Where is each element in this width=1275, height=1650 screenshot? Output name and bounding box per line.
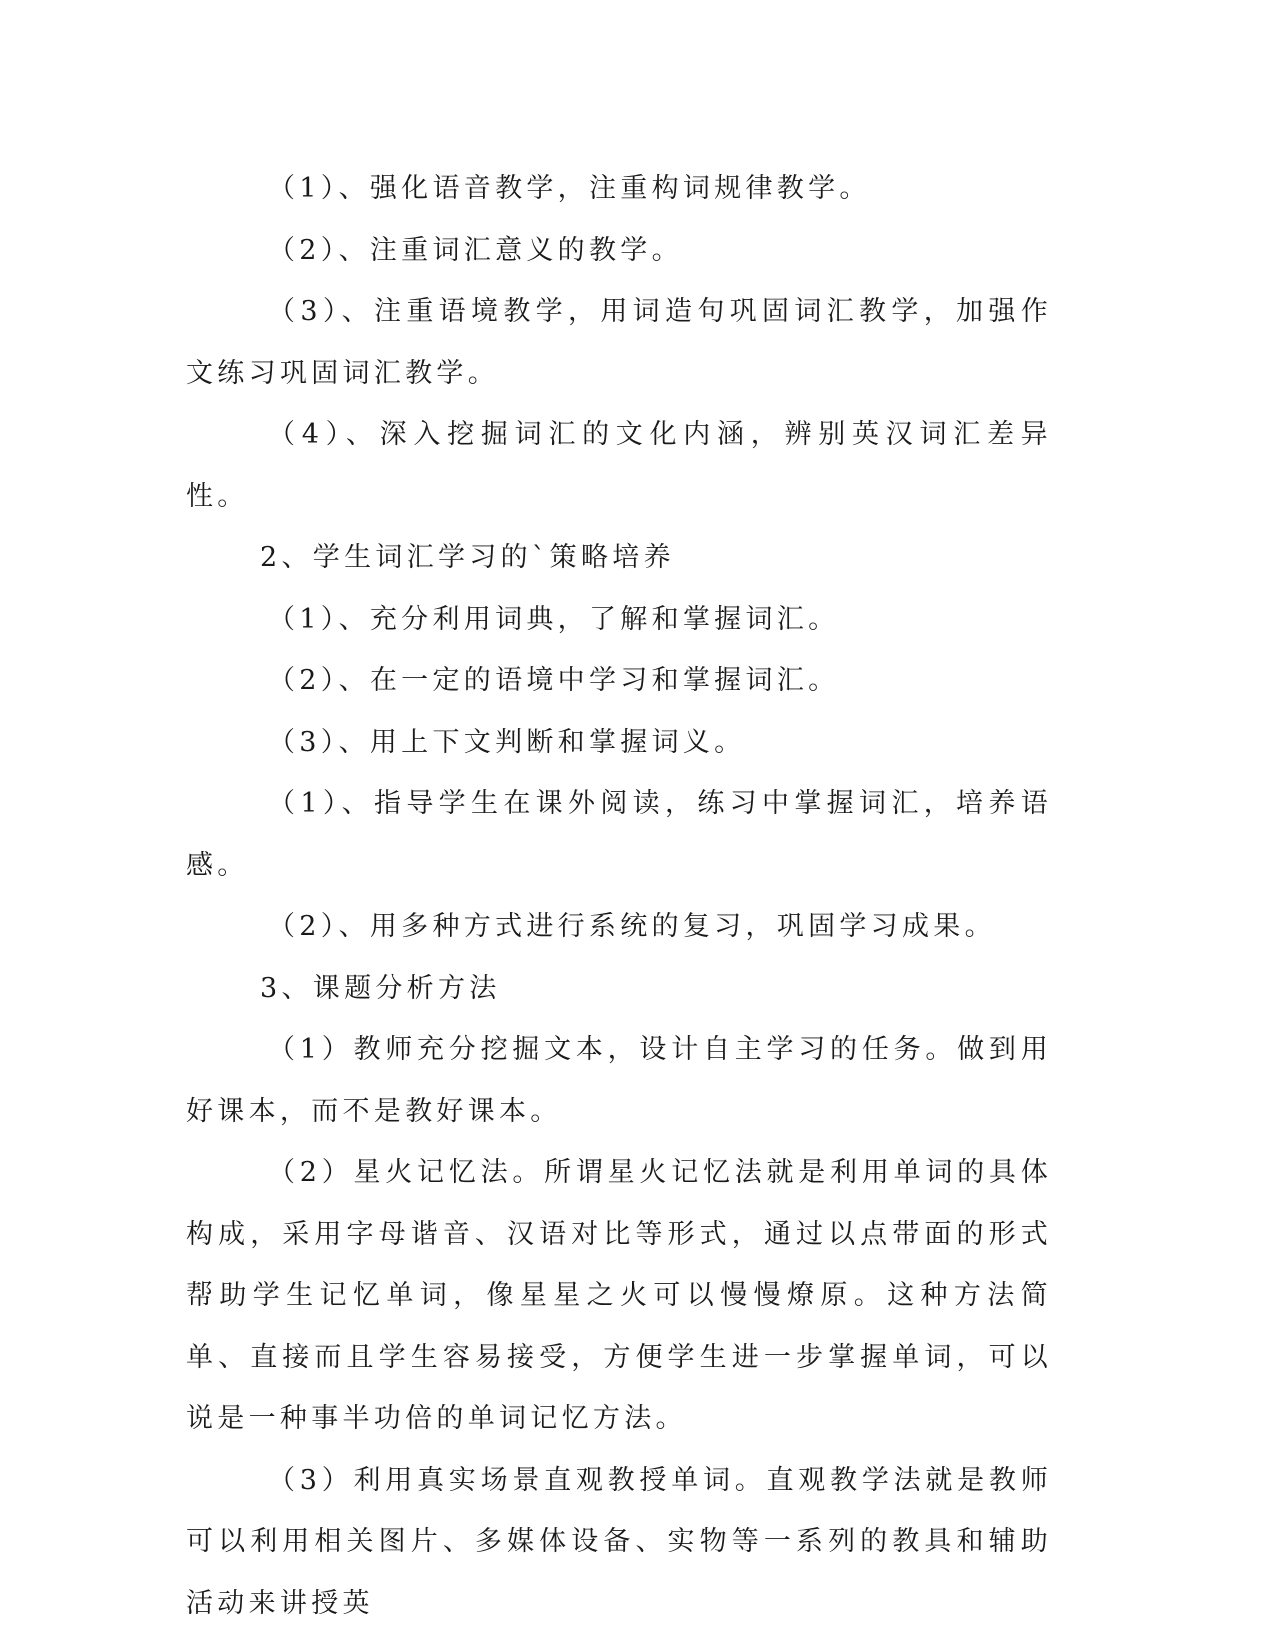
section-heading-3: 3、课题分析方法 [260,972,501,1004]
paragraph-9: （1）、指导学生在课外阅读，练习中掌握词汇，培养语感。 [186,788,1052,881]
paragraph-7: （2）、在一定的语境中学习和掌握词汇。 [268,665,840,696]
paragraph-13: （2）星火记忆法。所谓星火记忆法就是利用单词的具体构成，采用字母谐音、汉语对比等形式，通过以点带面的形式帮助学生记忆单词，像星星之火可以慢慢燎原。这种方法简单、直接而且学生容易接受，方便学生进一步掌握单词，可以说是一种事半功倍的单词记忆方法。 [186,1157,1052,1434]
paragraph-3: （3）、注重语境教学，用词造句巩固词汇教学，加强作文练习巩固词汇教学。 [186,296,1052,389]
paragraph-14: （3）利用真实场景直观教授单词。直观教学法就是教师可以利用相关图片、多媒体设备、实物等一系列的教具和辅助活动来讲授英 [186,1464,1052,1619]
paragraph-1: （1）、强化语音教学，注重构词规律教学。 [268,173,871,204]
section-heading-2: 2、学生词汇学习的`策略培养 [260,542,675,573]
paragraph-10: （2）、用多种方式进行系统的复习，巩固学习成果。 [268,911,996,942]
paragraph-2: （2）、注重词汇意义的教学。 [268,234,683,266]
paragraph-8: （3）、用上下文判断和掌握词义。 [268,726,746,758]
document-body [186,158,1052,1634]
paragraph-6: （1）、充分利用词典，了解和掌握词汇。 [268,603,840,635]
paragraph-4: （4）、深入挖掘词汇的文化内涵，辨别英汉词汇差异性。 [186,419,1052,512]
paragraph-12: （1）教师充分挖掘文本，设计自主学习的任务。做到用好课本，而不是教好课本。 [186,1034,1052,1127]
